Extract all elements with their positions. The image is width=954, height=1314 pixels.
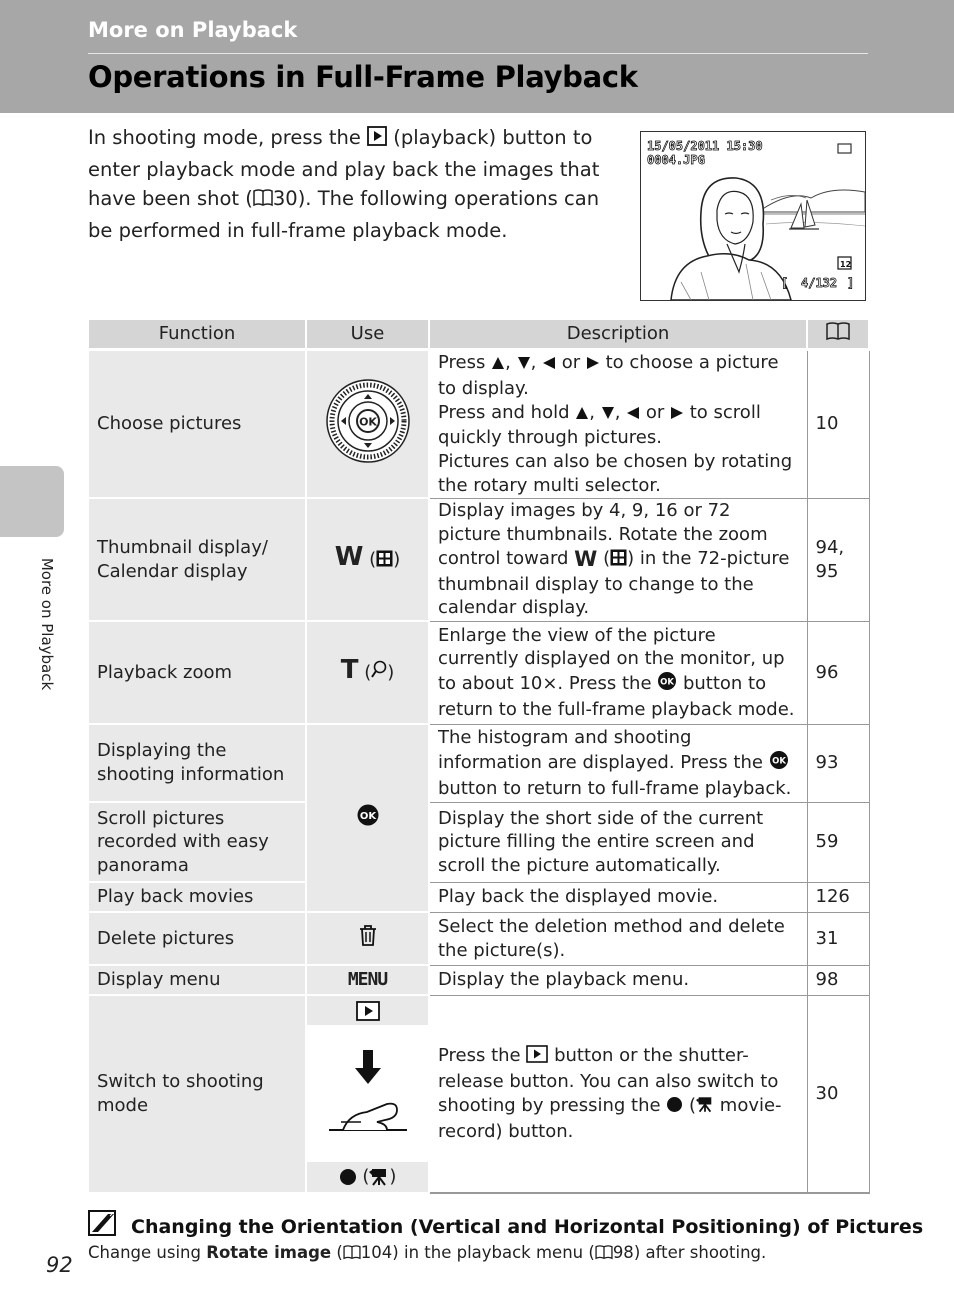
- svg-text:OK: OK: [771, 756, 786, 767]
- row-use: [306, 724, 429, 912]
- description-line: Display the short side of the current picture filling the entire screen and scroll the picture automatically.: [438, 807, 764, 877]
- screen-counter: 4/132: [801, 276, 838, 290]
- row-function: Choose pictures: [88, 350, 306, 499]
- use-movie-record: ( ): [307, 1162, 428, 1192]
- arrow-right-icon: [670, 403, 684, 427]
- svg-text:OK: OK: [358, 415, 377, 429]
- row-page: 94, 95: [807, 498, 869, 621]
- screen-filename: 0004.JPG: [647, 153, 705, 167]
- table-header-row: [88, 319, 869, 350]
- table-row: [88, 965, 869, 995]
- header-description: Description: [429, 319, 807, 350]
- row-use: [306, 498, 429, 621]
- row-description: [429, 965, 807, 995]
- section-title: More on Playback: [88, 18, 298, 42]
- arrow-right-icon: [586, 353, 600, 377]
- portrait-drawing: [641, 132, 865, 300]
- svg-text:OK: OK: [660, 677, 675, 688]
- arrow-up-icon: [575, 403, 589, 427]
- thumbnail-grid-icon: [376, 550, 393, 567]
- operations-table: [87, 318, 870, 1194]
- playback-icon: [367, 125, 387, 155]
- description-line: Select the deletion method and delete the picture(s).: [438, 915, 785, 961]
- row-use: [306, 912, 429, 965]
- playback-icon: [526, 1045, 548, 1070]
- row-description: [429, 912, 807, 965]
- row-use: [306, 995, 429, 1193]
- row-function: Switch to shooting mode: [88, 995, 306, 1193]
- note-icon: [88, 1210, 118, 1236]
- book-icon: [343, 1245, 361, 1264]
- zoom-tele-icon: T ( ): [340, 654, 395, 685]
- table-row: [88, 498, 869, 621]
- header-reference: [807, 319, 869, 350]
- row-function: Play back movies: [88, 882, 306, 912]
- arrow-left-icon: [626, 403, 640, 427]
- counter-bracket: ]: [847, 276, 855, 290]
- note-ref-1: 104: [360, 1243, 393, 1262]
- zoom-wide-icon: W: [574, 546, 598, 571]
- row-function: Display menu: [88, 965, 306, 995]
- row-page: 93: [807, 724, 869, 802]
- svg-text:OK: OK: [359, 810, 376, 822]
- zoom-wide-icon: W ( ): [334, 541, 401, 572]
- row-page: 59: [807, 802, 869, 882]
- row-function: Thumbnail display/ Calendar display: [88, 498, 306, 621]
- arrow-up-icon: [491, 353, 505, 377]
- use-playback-button: [307, 996, 428, 1027]
- description-line: Enlarge the view of the picture currently displayed on the monitor, up to about 10×. Press the OK button to return to the full-frame playback mode.: [438, 624, 795, 721]
- row-description: [429, 882, 807, 912]
- row-use: [306, 621, 429, 724]
- description-line: Press , , or to choose a picture to display.: [438, 352, 779, 399]
- table-row: [88, 724, 869, 802]
- book-icon: [253, 186, 273, 216]
- note-text-1: Change using: [88, 1243, 207, 1262]
- row-description: [429, 724, 807, 802]
- note-ref-2: 98: [612, 1243, 634, 1262]
- thumbnail-grid-icon: [610, 549, 627, 573]
- row-function: Scroll pictures recorded with easy panorama: [88, 802, 306, 882]
- description-line: Press and hold , , or to scroll quickly through pictures.: [438, 401, 761, 449]
- chapter-tab: [0, 466, 64, 537]
- intro-text-3: ). The following operations can be performed in full-frame playback mode.: [88, 187, 600, 242]
- row-page: 30: [807, 995, 869, 1193]
- row-page: 96: [807, 621, 869, 724]
- note-text-3: ) in the playback menu (: [392, 1243, 595, 1262]
- shutter-release-press-icon: [323, 1046, 413, 1142]
- ok-button-icon: [769, 750, 789, 777]
- note-text-2: (: [331, 1243, 343, 1262]
- table-row: [88, 912, 869, 965]
- header-use: Use: [306, 319, 429, 350]
- row-description: [429, 802, 807, 882]
- arrow-down-icon: [601, 403, 615, 427]
- rotary-multi-selector-icon: [325, 378, 411, 464]
- header-function: Function: [88, 319, 306, 350]
- row-function: Delete pictures: [88, 912, 306, 965]
- screen-datetime: 15/05/2011 15:30: [647, 139, 763, 153]
- row-page: 98: [807, 965, 869, 995]
- arrow-left-icon: [542, 353, 556, 377]
- description-line: Play back the displayed movie.: [438, 886, 719, 908]
- row-page: 126: [807, 882, 869, 912]
- row-function: Displaying the shooting information: [88, 724, 306, 802]
- header-divider: [88, 53, 868, 54]
- page-number: 92: [46, 1253, 73, 1277]
- row-description: [429, 621, 807, 724]
- description-line: Press the button or the shutter-release button. You can also switch to shooting by pressing the ( movie-record) button.: [438, 1045, 782, 1142]
- rotate-image-menu-item: Rotate image: [206, 1243, 332, 1262]
- ok-button-icon: [356, 803, 380, 827]
- playback-icon: [356, 1001, 380, 1021]
- intro-text-2: (playback) button to enter playback mode and play back the images that have been shot (: [88, 126, 600, 210]
- description-line: Display the playback menu.: [438, 969, 690, 991]
- movie-camera-icon: [369, 1168, 389, 1186]
- note-body: [88, 1243, 766, 1264]
- description-line: Display images by 4, 9, 16 or 72 picture thumbnails. Rotate the zoom control toward W ( ) in the 72-picture thumbnail display to change to the calendar display.: [438, 500, 790, 619]
- row-function: Playback zoom: [88, 621, 306, 724]
- chapter-tab-label: More on Playback: [38, 557, 56, 691]
- use-shutter-release: [307, 1027, 428, 1162]
- svg-text:12: 12: [840, 260, 852, 269]
- table-row: [88, 350, 869, 499]
- intro-paragraph: [88, 123, 613, 245]
- note-text-4: ) after shooting.: [633, 1243, 767, 1262]
- record-dot-icon: [666, 1096, 683, 1120]
- movie-camera-icon: [696, 1096, 714, 1120]
- trash-icon: [358, 923, 378, 947]
- monitor-illustration: [640, 131, 866, 301]
- memory-icon: [: [781, 276, 789, 290]
- row-page: 31: [807, 912, 869, 965]
- note-title: Changing the Orientation (Vertical and Horizontal Positioning) of Pictures: [131, 1216, 924, 1238]
- row-description: [429, 350, 807, 499]
- book-icon: [825, 325, 851, 346]
- record-dot-icon: [339, 1168, 357, 1186]
- row-page: 10: [807, 350, 869, 499]
- row-description: [429, 995, 807, 1193]
- arrow-down-icon: [517, 353, 531, 377]
- row-use: [306, 350, 429, 499]
- page-title: Operations in Full-Frame Playback: [88, 60, 638, 94]
- description-line: Pictures can also be chosen by rotating the rotary multi selector.: [438, 451, 793, 496]
- table-row: [88, 621, 869, 724]
- magnifier-icon: [371, 660, 387, 680]
- table-row: [88, 882, 869, 912]
- book-icon: [595, 1245, 613, 1264]
- ok-button-icon: [657, 671, 677, 698]
- table-row: [88, 995, 869, 1193]
- table-row: [88, 802, 869, 882]
- row-description: [429, 498, 807, 621]
- intro-ref: 30: [272, 187, 298, 210]
- chapter-header: [0, 0, 954, 113]
- intro-text-1: In shooting mode, press the: [88, 126, 361, 149]
- menu-button-icon: MENU: [306, 965, 429, 995]
- description-line: The histogram and shooting information are displayed. Press the OK button to return to full-frame playback.: [438, 727, 792, 799]
